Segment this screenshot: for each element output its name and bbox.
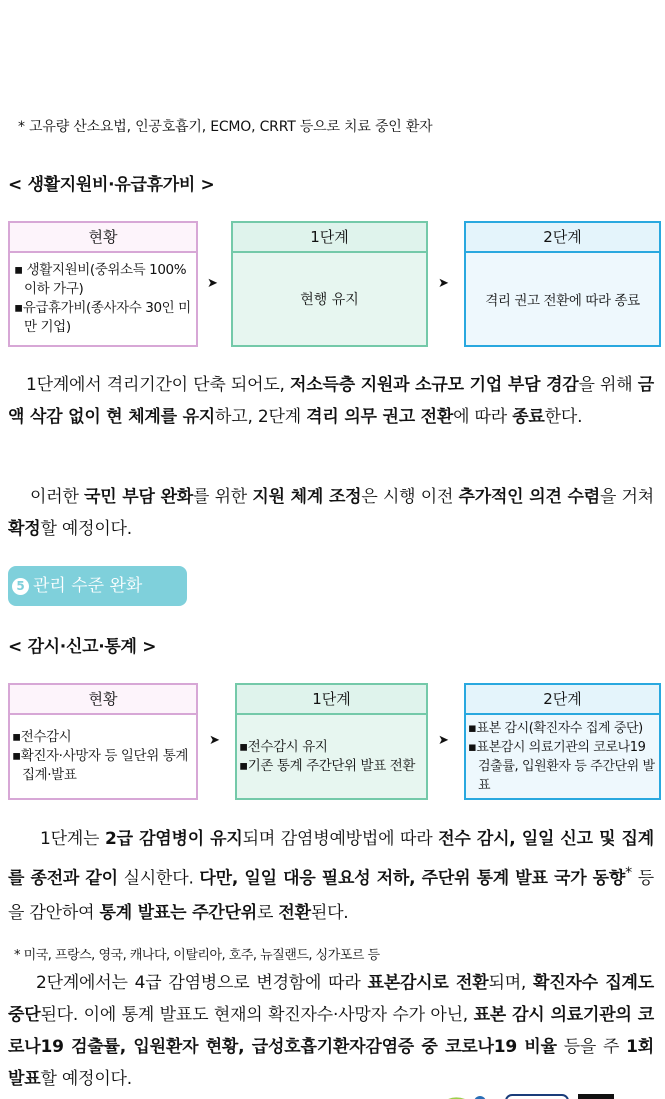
list-item: ▪확진자·사망자 등 일단위 통계 집계·발표 <box>12 748 189 783</box>
paragraph-adjustment: 이러한 국민 부담 완화를 위한 지원 체계 조정은 시행 이전 추가적인 의견 수렴을 거쳐 확정할 예정이다. <box>8 487 654 539</box>
arrow-right-icon: ➤ <box>438 276 449 291</box>
section-title-living-support: < 생활지원비·유급휴가비 > <box>8 175 215 195</box>
stage2-text: 격리 권고 전환에 따라 종료 <box>485 293 640 309</box>
stage1-text: 현행 유지 <box>300 292 359 308</box>
arrow-right-icon: ➤ <box>209 733 220 748</box>
section-badge-management-easing <box>8 566 187 606</box>
current-status-box-1 <box>8 221 198 347</box>
footnote-countries: * 미국, 프랑스, 영국, 캐나다, 이탈리아, 호주, 뉴질랜드, 싱가포르 등 <box>14 948 380 963</box>
section-title-surveillance: < 감시·신고·통계 > <box>8 637 157 657</box>
box-header: 2단계 <box>466 223 659 253</box>
box-header: 2단계 <box>466 685 659 715</box>
list-item: ▪ 생활지원비(중위소득 100% 이하 가구) <box>14 262 187 297</box>
box-header: 1단계 <box>233 223 426 253</box>
badge-label: 관리 수준 완화 <box>33 576 143 596</box>
list-item: ▪전수감시 <box>12 729 72 745</box>
stage1-list <box>239 738 415 776</box>
stage1-box-1 <box>231 221 428 347</box>
current-status-list <box>12 728 194 785</box>
list-item: ▪기존 통계 주간단위 발표 전환 <box>239 757 416 774</box>
stage1-box-2 <box>235 683 428 800</box>
box-header: 1단계 <box>237 685 426 715</box>
paragraph-stage1-support: 1단계에서 격리기간이 단축 되어도, 저소득층 지원과 소규모 기업 부담 경감을 위해 금액 삭감 없이 현 체계를 유지하고, 2단계 격리 의무 권고 전환에 따라 종료한다. <box>8 375 654 427</box>
stage2-box-1 <box>464 221 661 347</box>
arrow-right-icon: ➤ <box>207 276 218 291</box>
paragraph-stage2-surveillance: 2단계에서는 4급 감염병으로 변경함에 따라 표본감시로 전환되며, 확진자수 집계도 중단된다. 이에 통계 발표도 현재의 확진자수·사망자 수가 아닌, 표본 감시 의료기관의 코로나19 검출률, 입원환자 현황, 급성호흡기환자감염증 중 코로나19 비율 등을 주 1회 발표할 예정이다. <box>8 973 654 1089</box>
list-item: ▪유급휴가비(종사자수 30인 미만 기업) <box>14 300 191 335</box>
stage2-list <box>468 719 657 795</box>
box-header: 현황 <box>10 685 196 715</box>
paragraph-stage1-surveillance: 1단계는 2급 감염병이 유지되며 감염병예방법에 따라 전수 감시, 일일 신고 및 집계를 종전과 같이 실시한다. 다만, 일일 대응 필요성 저하, 주단위 통계 발표 국가 동향* 등을 감안하여 통계 발표는 주간단위로 전환된다. <box>8 829 654 923</box>
arrow-right-icon: ➤ <box>438 733 449 748</box>
current-status-box-2 <box>8 683 198 800</box>
footer-logo <box>440 1088 616 1099</box>
box-header: 현황 <box>10 223 196 253</box>
list-item: ▪전수감시 유지 <box>239 738 328 755</box>
list-item: ▪표본감시 의료기관의 코로나19 검출률, 입원환자 등 주간단위 발표 <box>468 739 655 793</box>
current-status-list <box>14 261 192 337</box>
list-item: ▪표본 감시(확진자수 집계 중단) <box>468 720 643 736</box>
number-badge: 5 <box>12 578 29 595</box>
footnote-patient-criteria: * 고유량 산소요법, 인공호흡기, ECMO, CRRT 등으로 치료 중인 환자 <box>18 119 433 135</box>
stage2-box-2 <box>464 683 661 800</box>
